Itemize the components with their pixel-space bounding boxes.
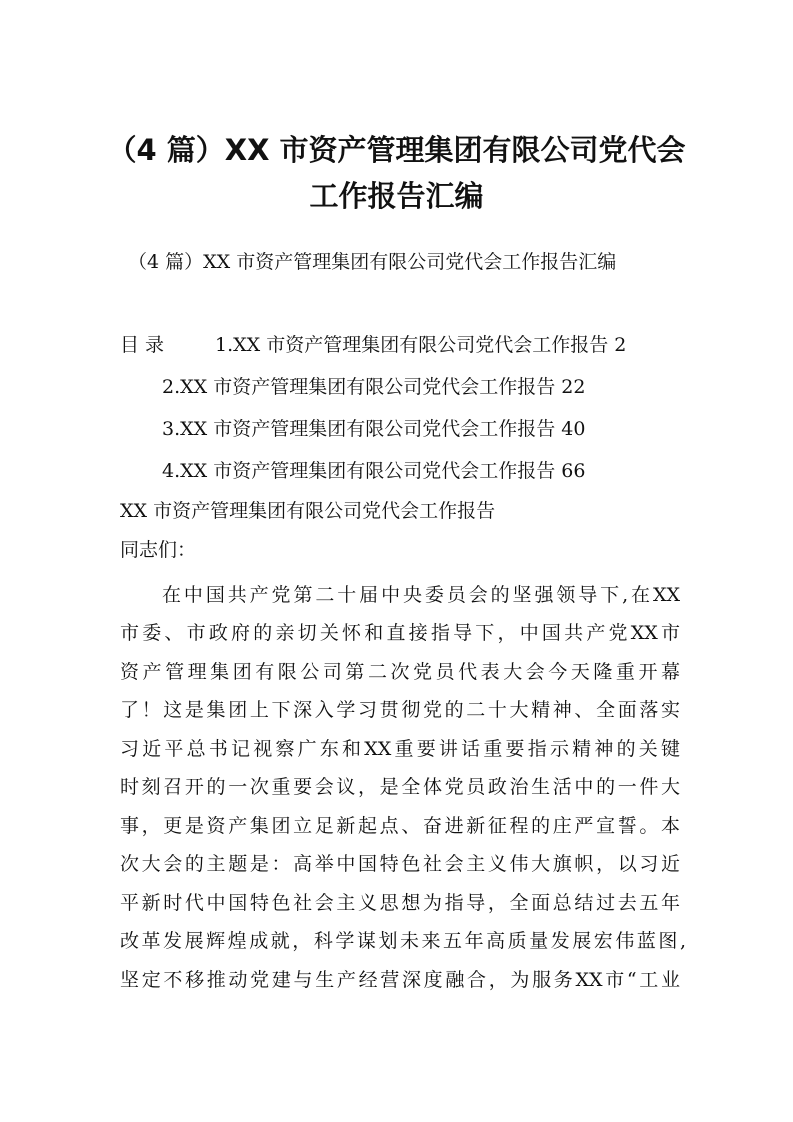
toc-item[interactable]: 3.XX 市资产管理集团有限公司党代会工作报告 40 xyxy=(162,418,586,440)
body-line: 坚定不移推动党建与生产经营深度融合，为服务XX市“工业 xyxy=(120,969,680,991)
body-line: 资产管理集团有限公司第二次党员代表大会今天隆重开幕 xyxy=(120,661,680,683)
body-line: 次大会的主题是：高举中国特色社会主义伟大旗帜，以习近 xyxy=(120,853,680,875)
toc-item[interactable]: 4.XX 市资产管理集团有限公司党代会工作报告 66 xyxy=(162,460,586,482)
body-line: 改革发展辉煌成就，科学谋划未来五年高质量发展宏伟蓝图, xyxy=(120,930,686,952)
body-line: 时刻召开的一次重要会议，是全体党员政治生活中的一件大 xyxy=(120,776,680,798)
toc-item[interactable]: 2.XX 市资产管理集团有限公司党代会工作报告 22 xyxy=(162,376,586,398)
body-line: 平新时代中国特色社会主义思想为指导，全面总结过去五年 xyxy=(120,892,680,914)
body-line: 了！这是集团上下深入学习贯彻党的二十大精神、全面落实 xyxy=(120,699,680,721)
body-line: 习近平总书记视察广东和XX重要讲话重要指示精神的关键 xyxy=(120,738,680,760)
body-line: 事，更是资产集团立足新起点、奋进新征程的庄严宣誓。本 xyxy=(120,815,680,837)
toc-item[interactable]: 1.XX 市资产管理集团有限公司党代会工作报告 2 xyxy=(215,334,627,356)
section-title: XX 市资产管理集团有限公司党代会工作报告 xyxy=(120,500,496,522)
toc-label: 目 录 xyxy=(120,334,165,356)
subtitle: （4 篇）XX 市资产管理集团有限公司党代会工作报告汇编 xyxy=(128,251,617,273)
title-line-2: 工作报告汇编 xyxy=(309,179,484,213)
body-line: 市委、市政府的亲切关怀和直接指导下，中国共产党XX市 xyxy=(120,622,680,644)
body-line: 在中国共产党第二十届中央委员会的坚强领导下,在XX xyxy=(162,584,680,606)
title-line-1: （4 篇）XX 市资产管理集团有限公司党代会 xyxy=(107,133,686,167)
salutation: 同志们： xyxy=(120,539,197,561)
